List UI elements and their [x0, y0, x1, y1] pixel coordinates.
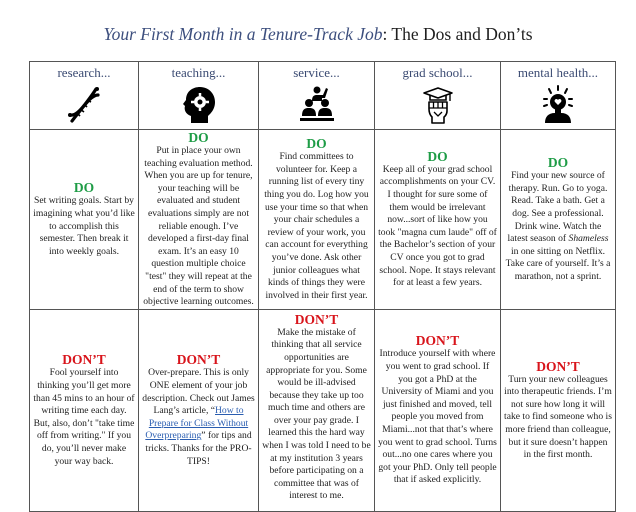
do-label: DO — [73, 180, 95, 196]
do-text-part: in one sitting on Netflix. Take care of yourself. It’s a marathon, not a sprint. — [505, 245, 611, 282]
dont-cell-mental-health — [501, 309, 616, 511]
do-text — [504, 170, 612, 283]
column-label: research... — [57, 65, 111, 80]
do-cell-mental-health — [501, 130, 616, 310]
header-grad-school — [375, 62, 501, 130]
do-cell-service — [259, 130, 375, 310]
do-text: Find committees to volunteer for. Keep a running list of every tiny thing you do. Log how you use your time so that when your chair schedules a review of your work, you can account for everything you’ve done. Ask other junior colleagues what kinds of things they were involved in their first year. — [264, 151, 369, 301]
page-title — [0, 24, 636, 44]
header-service — [259, 62, 375, 130]
dos-donts-table — [29, 61, 616, 512]
dont-cell-service — [259, 309, 375, 511]
do-text: Set writing goals. Start by imagining what you’d like to accomplish this semester. Then break it into weekly goals. — [33, 195, 135, 257]
do-cell-teaching — [139, 130, 259, 310]
dont-text — [142, 367, 255, 468]
dont-cell-grad-school — [375, 309, 501, 511]
do-label: DO — [427, 148, 448, 164]
header-teaching — [139, 62, 259, 130]
column-label: mental health... — [517, 65, 599, 80]
head-heart-icon — [538, 85, 578, 125]
dont-label: DON’T — [294, 311, 339, 327]
dont-text: Turn your new colleagues into therapeutic friends. I’m not sure how long it will take to find someone who is more friend than colleague, but it sure doesn’t happen in the first month. — [504, 373, 612, 461]
do-text-part: Find your new source of therapy. Run. Go to yoga. Read. Take a bath. Get a dog. See a professional. Drink wine. Watch the latest season of — [507, 170, 608, 245]
dont-text-part: Over-prepare. This is only ONE element of your job description. Check out James Lang’s article, “ — [142, 367, 255, 417]
dont-cell-research — [30, 309, 139, 511]
do-label: DO — [547, 155, 569, 171]
show-title: Shameless — [568, 233, 609, 245]
dont-cell-teaching — [139, 309, 259, 511]
do-label: DO — [188, 130, 209, 145]
people-meeting-icon — [297, 85, 337, 125]
dont-row — [30, 309, 616, 511]
dont-label: DON’T — [536, 358, 580, 374]
header-row — [30, 62, 616, 130]
column-label: grad school... — [402, 65, 473, 80]
do-text: Keep all of your grad school accomplishments on your CV. I thought for sure some of them would be irrelevant now...sort of like how you took "magna cum laude" off of the Bachelor’s section of your CV once you got to grad school. Nope. It stays relevant for at least a few years. — [378, 163, 497, 289]
column-label: teaching... — [171, 65, 226, 80]
header-research — [30, 62, 139, 130]
dont-label: DON’T — [62, 352, 106, 368]
dna-icon — [64, 85, 104, 125]
dont-text: Make the mistake of thinking that all service opportunities are appropriate for you. Some would be ill-advised because they take up too much time and others are over your pay grade. I learned this the hard way when I was told I need to be at my institution 3 years before participating on a committee that was of interest to me. — [262, 326, 371, 502]
head-gear-icon — [179, 85, 219, 125]
dont-text-part: ” for tips and tricks. Thanks for the PRO-TIPS! — [145, 430, 252, 467]
title-italic: Your First Month in a Tenure-Track Job — [103, 24, 383, 44]
do-cell-research — [30, 130, 139, 310]
header-mental-health — [501, 62, 616, 130]
do-label: DO — [306, 136, 327, 152]
fist-graduation-cap-icon — [418, 85, 458, 125]
column-label: service... — [293, 65, 340, 80]
do-cell-grad-school — [375, 130, 501, 310]
do-row — [30, 130, 616, 310]
dont-text: Fool yourself into thinking you’ll get more than 45 mins to an hour of writing time each day. But, also, don’t "take time off from writing." If you do, you’ll never make your way back. — [33, 367, 135, 467]
title-rest: : The Dos and Don’ts — [382, 24, 533, 44]
dont-label: DON’T — [415, 333, 460, 349]
dont-text: Introduce yourself with where you went to grad school. If you got a PhD at the University of Miami and you just finished and moved, tell people you moved from Miami...not that that’s where you went to grad school. Turns out...no one cares where you got your PhD. Only tell people that if asked explicitly. — [378, 348, 497, 486]
article-link[interactable]: How to Prepare for Class Without Overpreparing — [145, 405, 249, 442]
do-text: Put in place your own teaching evaluation method. When you are up for tenure, your teaching will be evaluated and student evaluations simply are not reliable enough. I’ve developed a first-day final exam. It’s an easy 10 question multiple choice "test" they will repeat at the end of the term to show objective learning outcomes. — [143, 145, 254, 308]
dont-label: DON’T — [176, 352, 221, 368]
